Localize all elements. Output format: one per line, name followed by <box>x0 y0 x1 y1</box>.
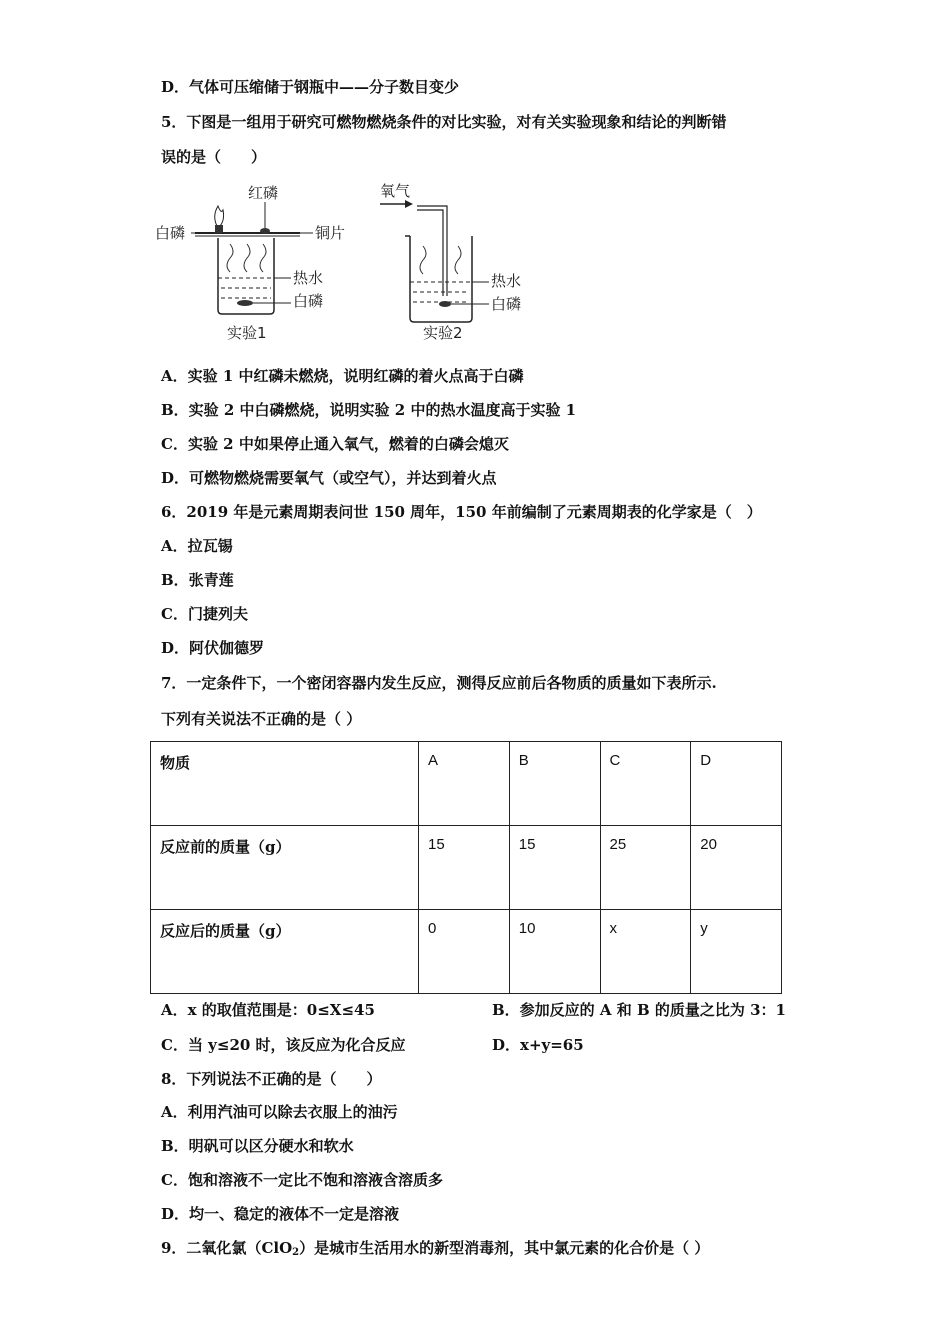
table-cell: y <box>691 910 782 994</box>
table-cell: 物质 <box>151 742 419 826</box>
table-cell: B <box>509 742 600 826</box>
experiment-2 <box>380 182 521 342</box>
q5-option-a: A．实验 1 中红磷未燃烧，说明红磷的着火点高于白磷 <box>161 367 524 385</box>
experiment-1 <box>155 184 345 342</box>
table-cell: 25 <box>600 826 691 910</box>
red-phosphorus-icon <box>260 228 270 234</box>
q7-stem-line2: 下列有关说法不正确的是（ ） <box>161 710 362 728</box>
q5-experiment-figure <box>155 178 575 348</box>
label-white-phosphorus-2: 白磷 <box>491 295 522 313</box>
table-cell: 15 <box>509 826 600 910</box>
label-hot-water-1: 热水 <box>293 269 324 287</box>
q7-option-c: C．当 y≤20 时，该反应为化合反应 <box>161 1036 406 1054</box>
q4-option-d: D．气体可压缩储于钢瓶中——分子数目变少 <box>161 78 460 96</box>
q7-option-b: B．参加反应的 A 和 B 的质量之比为 3：1 <box>492 1001 786 1019</box>
table-cell: 20 <box>691 826 782 910</box>
q8-option-c: C．饱和溶液不一定比不饱和溶液含溶质多 <box>161 1171 443 1189</box>
arrow-right-icon <box>405 200 413 208</box>
q7-option-a: A．x 的取值范围是：0≤X≤45 <box>161 1001 375 1019</box>
q7-option-d: D．x+y=65 <box>492 1036 584 1054</box>
white-phosphorus-underwater-icon <box>237 300 253 306</box>
table-cell: A <box>419 742 510 826</box>
q6-stem: 6．2019 年是元素周期表问世 150 周年，150 年前编制了元素周期表的化学家是（ ） <box>161 503 762 521</box>
label-copper-sheet: 铜片 <box>315 224 346 242</box>
q5-stem-line2: 误的是（ ） <box>161 148 267 166</box>
q8-option-b: B．明矾可以区分硬水和软水 <box>161 1137 354 1155</box>
q8-option-a: A．利用汽油可以除去衣服上的油污 <box>161 1103 398 1121</box>
table-cell: C <box>600 742 691 826</box>
q7-mass-table <box>150 741 782 994</box>
table-row-before <box>151 826 782 910</box>
q6-option-d: D．阿伏伽德罗 <box>161 639 265 657</box>
flame-icon <box>215 206 224 226</box>
label-white-phosphorus-top: 白磷 <box>155 224 186 242</box>
label-oxygen: 氧气 <box>380 182 411 200</box>
q9-stem-subscript: 2 <box>292 1247 300 1258</box>
q5-stem-line1: 5．下图是一组用于研究可燃物燃烧条件的对比实验，对有关实验现象和结论的判断错 <box>161 113 727 131</box>
q7-stem-line1: 7．一定条件下，一个密闭容器内发生反应，测得反应前后各物质的质量如下表所示. <box>161 674 717 692</box>
q9-stem <box>161 1238 709 1263</box>
q6-option-b: B．张青莲 <box>161 571 234 589</box>
q6-option-a: A．拉瓦锡 <box>161 537 233 555</box>
q9-stem-pre: 9．二氧化氯（ClO <box>161 1239 293 1257</box>
table-cell: 反应前的质量（g） <box>151 826 419 910</box>
q9-stem-post: ）是城市生活用水的新型消毒剂，其中氯元素的化合价是（ ） <box>299 1239 710 1257</box>
q5-option-b: B．实验 2 中白磷燃烧，说明实验 2 中的热水温度高于实验 1 <box>161 401 577 419</box>
table-cell: 15 <box>419 826 510 910</box>
q8-option-d: D．均一、稳定的液体不一定是溶液 <box>161 1205 400 1223</box>
table-row-header <box>151 742 782 826</box>
q6-option-c: C．门捷列夫 <box>161 605 248 623</box>
label-hot-water-2: 热水 <box>491 272 522 290</box>
q5-option-c: C．实验 2 中如果停止通入氧气，燃着的白磷会熄灭 <box>161 435 509 453</box>
q5-option-d: D．可燃物燃烧需要氧气（或空气），并达到着火点 <box>161 469 497 487</box>
caption-experiment-1: 实验1 <box>227 324 267 342</box>
label-white-phosphorus-bottom: 白磷 <box>293 292 324 310</box>
table-cell: x <box>600 910 691 994</box>
table-cell: 10 <box>509 910 600 994</box>
caption-experiment-2: 实验2 <box>423 324 463 342</box>
table-cell: D <box>691 742 782 826</box>
table-cell: 0 <box>419 910 510 994</box>
q8-stem: 8．下列说法不正确的是（ ） <box>161 1070 382 1088</box>
table-cell: 反应后的质量（g） <box>151 910 419 994</box>
table-row-after <box>151 910 782 994</box>
label-red-phosphorus: 红磷 <box>248 184 279 202</box>
white-phosphorus-icon <box>439 301 451 307</box>
